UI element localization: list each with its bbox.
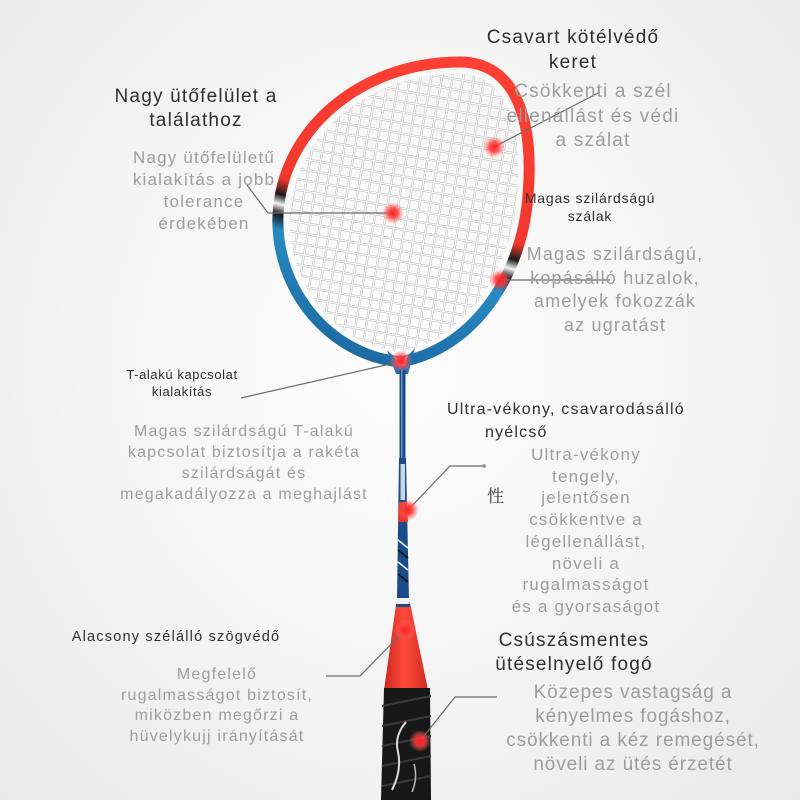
shaft-callout-description (486, 444, 686, 618)
hotspot-dot-icon (390, 350, 412, 372)
callout-desc-line: miközben megőrzi a (134, 707, 300, 725)
hotspot-dot-icon (397, 499, 419, 521)
grip-callout-description (498, 681, 768, 777)
callout-title-line: Alacsony szélálló szögvédő (71, 629, 281, 645)
callout-desc-line: hüvelykujj irányítását (129, 728, 305, 746)
stray-character-text: 性 (487, 487, 506, 506)
frame-callout-description (483, 80, 703, 154)
callout-desc-line: Magas szilárdságú T-alakú (133, 423, 355, 440)
callout-desc-line: tolerance (163, 192, 245, 211)
guard-callout-description (107, 665, 327, 748)
callout-desc-line: kopásálló huzalok, (530, 267, 700, 288)
callout-title-line: szálak (567, 208, 613, 224)
hotspot-dot-icon (394, 619, 416, 641)
callout-desc-line: és a gyorsaságot (511, 596, 661, 616)
callout-desc-line: amelyek fokozzák (533, 291, 697, 312)
shaft-callout-title (440, 398, 710, 444)
callout-title-line: T-alakú kapcsolat (126, 367, 238, 382)
callout-title-line: Ultra-vékony, csavarodásálló (447, 401, 685, 418)
callout-title-line: Magas szilárdságú (524, 190, 656, 206)
leader-line-t-joint (241, 362, 399, 398)
callout-desc-line: Ultra-vékony (531, 445, 641, 464)
callout-desc-line: légellenállást, (525, 531, 647, 551)
hotspot-dot-icon (409, 730, 431, 752)
handle-ring-dark (396, 604, 410, 607)
callout-desc-line: ellenállást és védi (506, 105, 680, 127)
callout-desc-line: növeli az ütés érzetét (533, 754, 733, 775)
callout-desc-line: tengely, (552, 466, 620, 486)
handle-ring (397, 598, 410, 604)
callout-desc-line: kapcsolat biztosítja a rakéta (127, 444, 361, 461)
strings-callout-description (505, 243, 725, 338)
callout-title-line: Csúszásmentes (498, 630, 650, 651)
racket-string (216, 335, 541, 392)
callout-desc-line: Magas szilárdságú, (526, 244, 704, 264)
guard-callout-title (56, 628, 296, 646)
t-joint-callout-description (104, 421, 384, 505)
shaft-highlight (401, 370, 403, 462)
leader-line-grip (420, 697, 497, 741)
callout-title-line: ütéselnyelő fogó (495, 654, 653, 675)
callout-desc-line: érdekében (158, 214, 250, 233)
callout-desc-line: Csökkenti a szél (514, 81, 672, 102)
callout-title-line: kialakítás (151, 384, 213, 399)
callout-desc-line: kialakítás a jobb (132, 170, 276, 189)
callout-desc-line: csökkenti a kéz remegését, (506, 730, 760, 751)
callout-title-line: keret (548, 52, 598, 73)
leader-line-shaft (408, 466, 484, 510)
callout-desc-line: növeli a (551, 553, 621, 573)
grip-callout-title (474, 629, 674, 677)
strings-callout-title (500, 189, 680, 225)
frame-callout-title (473, 25, 673, 75)
callout-title-line: nyélcső (485, 424, 548, 441)
callout-desc-line: csökkentve a (529, 510, 643, 530)
hotspot-dot-icon (382, 202, 404, 224)
surface-callout-title (96, 85, 296, 133)
callout-desc-line: rugalmasságot (522, 575, 650, 595)
callout-desc-line: Nagy ütőfelületű (132, 148, 276, 167)
stray-character (487, 487, 505, 507)
callout-desc-line: Közepes vastagság a (533, 682, 733, 703)
shaft-decal (401, 464, 406, 500)
callout-desc-line: szilárdságát és (181, 465, 307, 482)
racket-string (221, 304, 546, 361)
callout-desc-line: rugalmasságot biztosít, (120, 686, 314, 704)
callout-title-line: találathoz (149, 110, 243, 131)
callout-title-line: Nagy ütőfelület a (114, 86, 278, 107)
callout-desc-line: az ugratást (563, 315, 667, 336)
callout-desc-line: jelentősen (541, 488, 631, 508)
t-joint-callout-title (102, 366, 262, 400)
racket-string (216, 335, 541, 392)
callout-desc-line: kényelmes fogáshoz, (535, 706, 731, 727)
surface-callout-description (104, 147, 304, 235)
callout-desc-line: megakadályozza a meghajlást (120, 486, 368, 503)
callout-desc-line: a szálat (555, 130, 631, 151)
callout-desc-line: Megfelelő (176, 666, 258, 683)
callout-title-line: Csavart kötélvédő (486, 27, 660, 48)
